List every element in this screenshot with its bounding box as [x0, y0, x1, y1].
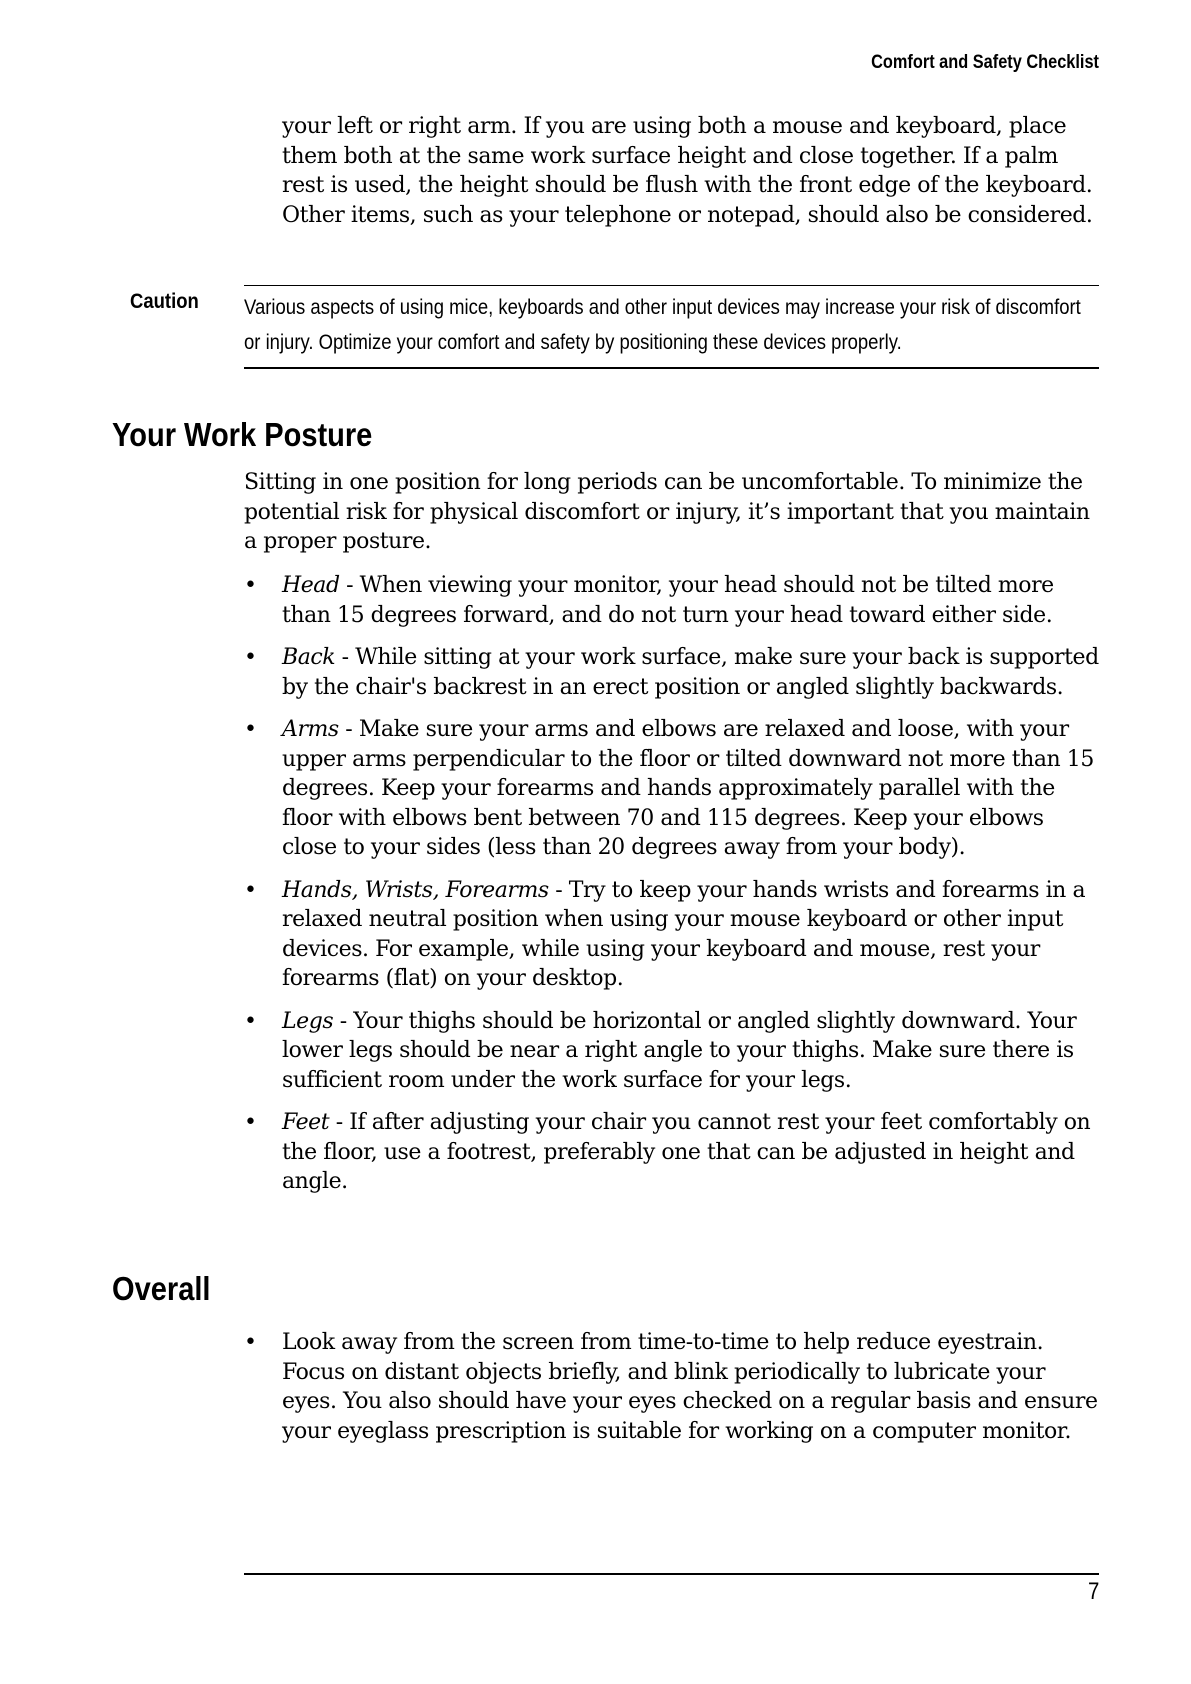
- posture-term: Back: [282, 645, 336, 670]
- overall-list: [244, 1328, 1104, 1459]
- posture-text: - If after adjusting your chair you cannot rest your feet comfortably on the floor, use a footrest, preferably one that can be adjusted in height and angle.: [282, 1110, 1091, 1194]
- page-number: 7: [1087, 1578, 1099, 1605]
- posture-text: - When viewing your monitor, your head should not be tilted more than 15 degrees forward, and do not turn your head toward either side.: [282, 573, 1054, 628]
- posture-item-feet: [244, 1108, 1104, 1197]
- overall-text: Look away from the screen from time-to-time to help reduce eyestrain. Focus on distant objects briefly, and blink periodically to lubricate your eyes. You also should have your eyes checked on a regular basis and ensure your eyeglass prescription is suitable for working on a computer monitor.: [282, 1330, 1098, 1444]
- posture-text: - Try to keep your hands wrists and forearms in a relaxed neutral position when using your mouse keyboard or other input devices. For example, while using your keyboard and mouse, rest your forearms (flat) on your desktop.: [282, 877, 1086, 991]
- bullet-icon: •: [244, 1110, 257, 1135]
- caution-label: Caution: [130, 290, 199, 313]
- posture-term: Head: [282, 573, 340, 598]
- posture-item-arms: [244, 715, 1104, 863]
- posture-item-back: [244, 643, 1104, 702]
- continued-paragraph: your left or right arm. If you are using both a mouse and keyboard, place them both at the same work surface height and close together. If a palm rest is used, the height should be flush with the front edge of the keyboard. Other items, such as your telephone or notepad, should also be considered.: [282, 114, 1093, 228]
- posture-term: Arms: [282, 717, 339, 742]
- running-header: Comfort and Safety Checklist: [871, 52, 1099, 73]
- posture-term: Legs: [282, 1008, 334, 1034]
- posture-list: [244, 571, 1104, 1210]
- bullet-icon: •: [244, 645, 257, 670]
- caution-text: Various aspects of using mice, keyboards and other input devices may increase your risk of discomfort or injury. Optimize your comfort and safety by positioning these devices properly.: [244, 296, 1081, 354]
- posture-item-legs: [244, 1007, 1104, 1096]
- posture-term: Hands, Wrists, Forearms: [282, 877, 549, 903]
- posture-item-hands-wrists-forearms: [244, 876, 1104, 994]
- bullet-icon: •: [244, 877, 257, 903]
- posture-term: Feet: [282, 1110, 330, 1135]
- posture-intro: Sitting in one position for long periods can be uncomfortable. To minimize the potential risk for physical discomfort or injury, it’s important that you maintain a proper posture.: [244, 470, 1090, 554]
- overall-item: [244, 1328, 1104, 1446]
- bullet-icon: •: [244, 573, 257, 598]
- section-heading-overall: Overall: [112, 1270, 211, 1307]
- posture-text: - Make sure your arms and elbows are relaxed and loose, with your upper arms perpendicular to the floor or tilted downward not more than 15 degrees. Keep your forearms and hands approximately parallel with the floor with elbows bent between 70 and 115 degrees. Keep your elbows close to your sides (less than 20 degrees away from your body).: [282, 717, 1094, 860]
- footer-rule: [244, 1573, 1099, 1575]
- posture-text: - While sitting at your work surface, make sure your back is supported by the chair's backrest in an erect position or angled slightly backwards.: [282, 645, 1099, 700]
- posture-text: - Your thighs should be horizontal or angled slightly downward. Your lower legs should be near a right angle to your thighs. Make sure there is sufficient room under the work surface for your legs.: [282, 1008, 1077, 1093]
- bullet-icon: •: [244, 1330, 257, 1355]
- bullet-icon: •: [244, 1008, 257, 1034]
- bullet-icon: •: [244, 717, 257, 742]
- posture-item-head: [244, 571, 1104, 630]
- section-heading-work-posture: Your Work Posture: [112, 416, 373, 453]
